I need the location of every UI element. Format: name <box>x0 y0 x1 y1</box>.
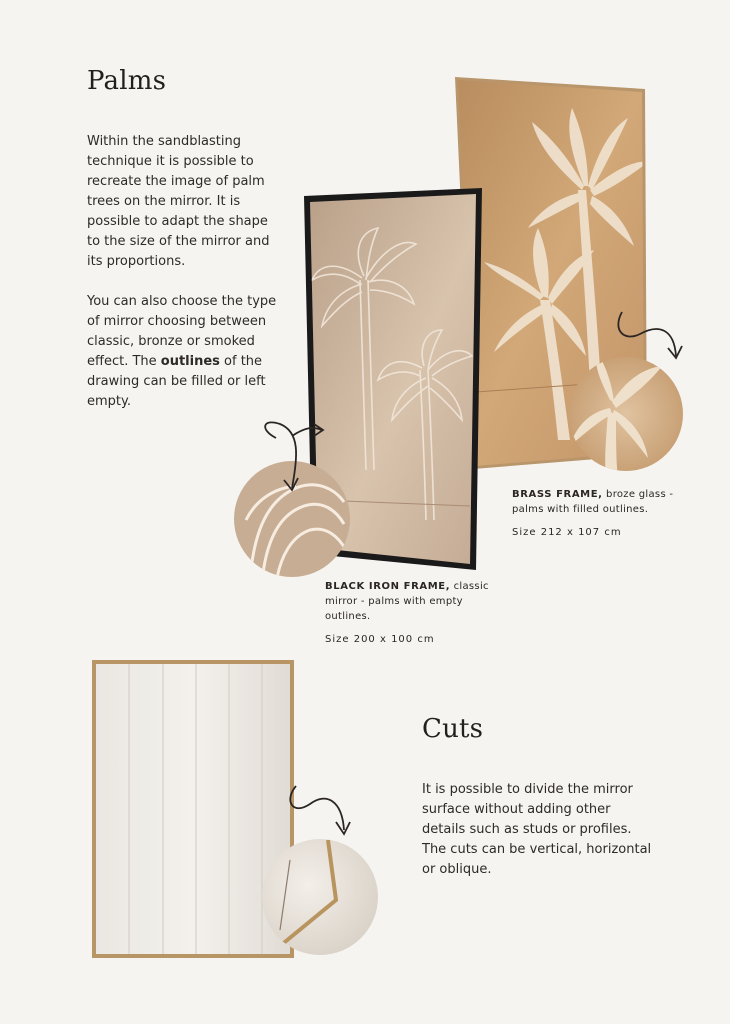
palms-title: Palms <box>87 66 167 96</box>
black-caption-lead: BLACK IRON FRAME, <box>325 581 451 592</box>
cuts-paragraph: It is possible to divide the mirror surface without adding other details such as studs or profiles. The cuts can be vertical, horizontal or oblique. <box>422 782 652 877</box>
palms-paragraph-2: You can also choose the type of mirror choosing between classic, bronze or smoked effect. The outlines of the drawing can be filled or left empty. <box>87 294 277 409</box>
outlines-emphasis: outlines <box>160 354 220 369</box>
black-caption-text: classic mirror - palms with empty outlines. <box>325 581 489 622</box>
palms-paragraph-1: Within the sandblasting technique it is possible to recreate the image of palm trees on the mirror. It is possible to adapt the shape to the size of the mirror and its proportions. <box>87 134 270 269</box>
black-caption-size: Size 200 x 100 cm <box>325 634 435 645</box>
cuts-title: Cuts <box>422 714 484 744</box>
brass-caption-lead: BRASS FRAME, <box>512 489 603 500</box>
brass-caption-size: Size 212 x 107 cm <box>512 527 622 538</box>
brass-caption-text: broze glass - palms with filled outlines. <box>512 489 674 515</box>
